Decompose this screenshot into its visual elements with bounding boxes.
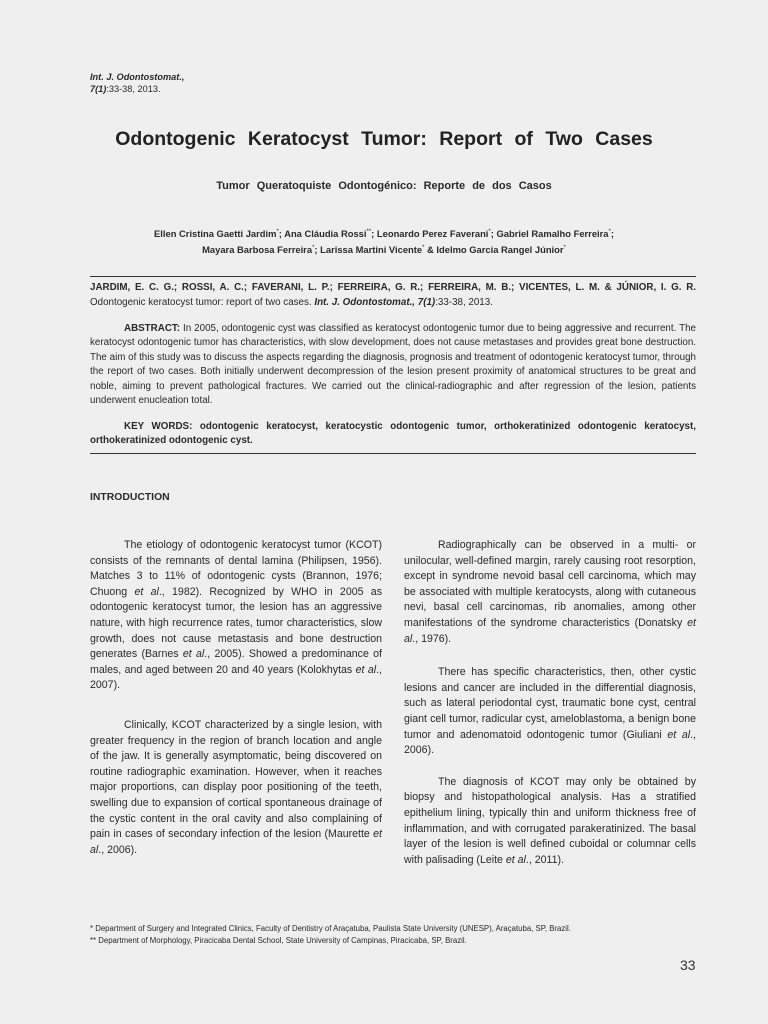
author-name: Mayara Barbosa Ferreira [202,244,313,256]
author-affiliation-mark: * [563,245,566,252]
citation-authors: JARDIM, E. C. G.; ROSSI, A. C.; FAVERANI, L. P.; FERREIRA, G. R.; FERREIRA, M. B.; VICENTES, L. M. & JÚNIOR, I. G. R. [90,282,696,293]
citation-block [90,281,696,310]
paragraph-text: ., 2011). [525,853,565,866]
italic-text: et al [134,585,159,598]
citation-pages: :33-38, 2013. [435,296,493,308]
body-paragraph [90,538,382,694]
body-paragraph [404,665,696,759]
journal-volume-line [90,84,184,96]
abstract [90,322,696,408]
paragraph-text: The etiology of odontogenic keratocyst tumor (KCOT) consists of the remnants of dental lamina (Philipsen, 1956). Matches 3 to 11% of odontogenic cysts (Brannon, 1976; Chuong [90,539,382,598]
italic-text: et al [90,828,382,856]
divider-top [90,276,696,277]
paragraph-text: The diagnosis of KCOT may only be obtained by biopsy and histopathological analysis. Has a stratified epithelium lining, typically thin and uniform thickness free of inflammation, and with corrugated parakeratinized. The basal layer of the lesion is well defined cuboidal or columnar cells with palisading (Leite [404,775,696,866]
author-affiliation-mark: ** [366,229,372,235]
author-name: Ana Cláudia Rossi [284,228,367,240]
author-name: Larissa Martini Vicente [320,244,423,256]
author-line-2: Mayara Barbosa Ferreira*; Larissa Martini Vicente* & Idelmo Garcia Rangel Júnior* [202,244,566,256]
article-title: Odontogenic Keratocyst Tumor: Report of Two Cases [115,128,653,150]
footnote: * Department of Surgery and Integrated Clinics, Faculty of Dentistry of Araçatuba, Paulista State University (UNESP), Araçatuba, SP, Brazil. [90,924,571,933]
footnotes [90,923,710,946]
journal-issue: 7(1) [90,83,107,94]
citation-title: Odontogenic keratocyst tumor: report of two cases. [90,296,315,308]
page-number: 33 [680,957,696,973]
author-affiliation-mark: * [608,229,611,235]
author-name: Ellen Cristina Gaetti Jardim [154,228,277,240]
author-name: Idelmo Garcia Rangel Júnior [436,244,564,256]
abstract-label: ABSTRACT: [124,323,181,334]
paragraph-text: ., 2006). [98,843,138,856]
abstract-text: In 2005, odontogenic cyst was classified as keratocyst odontogenic tumor due to being aggressive and recurrent. The keratocyst odontogenic tumor has characteristics, with slow development, does not cause metastases and provides great bone destruction. The aim of this study was to discuss the aspects regarding the diagnosis, prognosis and treatment of odontogenic keratocyst tumor, through the report of two cases. Both initially underwent decompression of the lesion present proximity of anatomical structures to be great and noble, aiming to prevent pathological fractures. We carried out the clinical-radiographic and after regression of the lesion, patients underwent enucleation total. [90,323,696,407]
citation-journal: Int. J. Odontostomat., 7(1) [314,296,436,308]
paragraph-text: ., 2005). Showed a predominance of males, and aged between 20 and 40 years (Kolokhytas [90,648,382,676]
section-heading-introduction: INTRODUCTION [90,492,170,503]
author-affiliation-mark: * [312,245,315,252]
paragraph-text: ., 2006). [404,728,696,757]
divider-bottom [90,453,696,454]
body-paragraph [404,775,696,869]
italic-text: et al [355,663,377,676]
italic-text: et al [505,853,526,866]
journal-reference [90,72,184,95]
body-column-left [90,538,382,874]
author-affiliation-mark: * [422,245,425,252]
author-name: Gabriel Ramalho Ferreira [496,228,609,240]
author-line-1: Ellen Cristina Gaetti Jardim*; Ana Cláudia Rossi**; Leonardo Perez Faverani*; Gabriel Ramalho Ferreira*; [154,228,614,240]
paragraph-text: ., 2007). [90,663,382,692]
author-list [80,225,688,257]
paragraph-text: ., 1976). [412,632,452,645]
paragraph-text: There has specific characteristics, then, other cystic lesions and cancer are included in the differential diagnosis, such as lateral periodontal cyst, traumatic bone cyst, central giant cell tumor, radicular cyst, ameloblastoma, a benign bone tumor and adenomatoid odontogenic tumor (Giuliani [404,666,696,741]
italic-text: et al [667,728,691,741]
paragraph-text: Radiographically can be observed in a multi- or unilocular, well-defined margin, rarely causing root resorption, except in syndrome nevoid basal cell carcinoma, which may be associated with multiple keratocysts, along with cutaneous nevi, basal cell carcinomas, rib anomalies, among other manifestations of the syndrome characteristics (Donatsky [404,539,696,629]
paragraph-text: Clinically, KCOT characterized by a single lesion, with greater frequency in the region of branch location and angle of the jaw. It is generally asymptomatic, being discovered on routine radiographic examination. However, when it reaches major proportions, can display poor positioning of the teeth, swelling due to expansion of cortical spontaneous drainage of the cystic content in the oral cavity and also complaining of pain in cases of secondary infection of the lesion (Maurette [90,718,382,841]
italic-text: et al [404,616,696,645]
italic-text: et al [182,648,205,661]
body-paragraph [90,718,382,858]
body-paragraph [404,538,696,647]
body-column-right [404,538,696,884]
journal-pages: :33-38, 2013. [106,83,161,94]
author-affiliation-mark: * [488,229,491,235]
article-subtitle: Tumor Queratoquiste Odontogénico: Reporte de dos Casos [216,180,552,192]
author-name: Leonardo Perez Faverani [376,228,489,240]
key-words: KEY WORDS: odontogenic keratocyst, keratocystic odontogenic tumor, orthokeratinized odontogenic keratocyst, orthokeratinized odontogenic cyst. [90,421,696,447]
journal-name: Int. J. Odontostomat., [90,72,185,82]
author-affiliation-mark: * [276,229,279,235]
paragraph-text: ., 1982). Recognized by WHO in 2005 as odontogenic keratocyst tumor, the lesion has an aggressive nature, with high recurrence rates, tumor characteristics, slow growth, does not cause metastasis and bone destruction generates (Barnes [90,585,382,661]
footnote: ** Department of Morphology, Piracicaba Dental School, State University of Campinas, Piracicaba, SP, Brazil. [90,935,467,945]
